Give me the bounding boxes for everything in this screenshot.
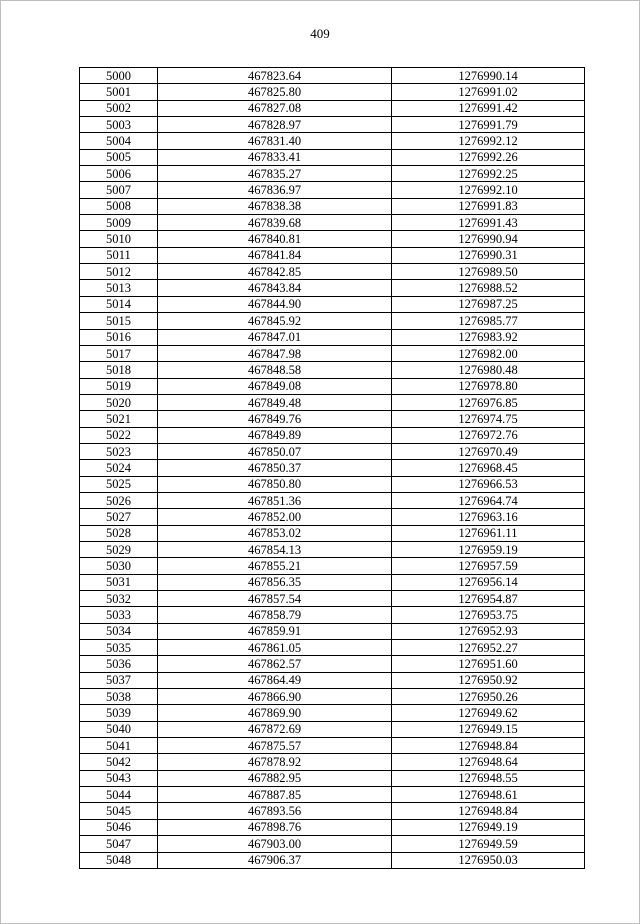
point-number-cell: 5018	[80, 362, 158, 378]
y-coordinate-cell: 1276991.43	[392, 215, 585, 231]
point-number-cell: 5034	[80, 623, 158, 639]
point-number-cell: 5029	[80, 541, 158, 557]
table-row	[80, 329, 585, 345]
point-number-cell: 5035	[80, 640, 158, 656]
point-number-cell: 5038	[80, 689, 158, 705]
point-number-cell: 5031	[80, 574, 158, 590]
table-row	[80, 264, 585, 280]
y-coordinate-cell: 1276963.16	[392, 509, 585, 525]
y-coordinate-cell: 1276976.85	[392, 394, 585, 410]
x-coordinate-cell: 467857.54	[158, 591, 392, 607]
x-coordinate-cell: 467845.92	[158, 313, 392, 329]
table-row	[80, 787, 585, 803]
x-coordinate-cell: 467866.90	[158, 689, 392, 705]
y-coordinate-cell: 1276953.75	[392, 607, 585, 623]
x-coordinate-cell: 467823.64	[158, 68, 392, 84]
table-row	[80, 738, 585, 754]
table-row	[80, 541, 585, 557]
x-coordinate-cell: 467854.13	[158, 541, 392, 557]
x-coordinate-cell: 467852.00	[158, 509, 392, 525]
table-row	[80, 182, 585, 198]
table-row	[80, 198, 585, 214]
point-number-cell: 5013	[80, 280, 158, 296]
point-number-cell: 5011	[80, 247, 158, 263]
table-row	[80, 427, 585, 443]
x-coordinate-cell: 467875.57	[158, 738, 392, 754]
x-coordinate-cell: 467842.85	[158, 264, 392, 280]
point-number-cell: 5007	[80, 182, 158, 198]
x-coordinate-cell: 467864.49	[158, 672, 392, 688]
point-number-cell: 5046	[80, 819, 158, 835]
y-coordinate-cell: 1276992.10	[392, 182, 585, 198]
x-coordinate-cell: 467878.92	[158, 754, 392, 770]
table-row	[80, 770, 585, 786]
table-row	[80, 166, 585, 182]
y-coordinate-cell: 1276959.19	[392, 541, 585, 557]
x-coordinate-cell: 467858.79	[158, 607, 392, 623]
point-number-cell: 5021	[80, 411, 158, 427]
x-coordinate-cell: 467882.95	[158, 770, 392, 786]
table-row	[80, 231, 585, 247]
y-coordinate-cell: 1276989.50	[392, 264, 585, 280]
table-row	[80, 836, 585, 852]
point-number-cell: 5015	[80, 313, 158, 329]
table-row	[80, 656, 585, 672]
point-number-cell: 5027	[80, 509, 158, 525]
y-coordinate-cell: 1276956.14	[392, 574, 585, 590]
y-coordinate-cell: 1276957.59	[392, 558, 585, 574]
x-coordinate-cell: 467861.05	[158, 640, 392, 656]
point-number-cell: 5047	[80, 836, 158, 852]
point-number-cell: 5005	[80, 149, 158, 165]
point-number-cell: 5000	[80, 68, 158, 84]
y-coordinate-cell: 1276950.03	[392, 852, 585, 868]
x-coordinate-cell: 467847.01	[158, 329, 392, 345]
y-coordinate-cell: 1276985.77	[392, 313, 585, 329]
table-row	[80, 100, 585, 116]
x-coordinate-cell: 467872.69	[158, 721, 392, 737]
x-coordinate-cell: 467844.90	[158, 296, 392, 312]
x-coordinate-cell: 467898.76	[158, 819, 392, 835]
y-coordinate-cell: 1276990.31	[392, 247, 585, 263]
x-coordinate-cell: 467850.37	[158, 460, 392, 476]
coordinates-table	[79, 67, 585, 869]
x-coordinate-cell: 467893.56	[158, 803, 392, 819]
y-coordinate-cell: 1276954.87	[392, 591, 585, 607]
y-coordinate-cell: 1276974.75	[392, 411, 585, 427]
point-number-cell: 5048	[80, 852, 158, 868]
table-row	[80, 705, 585, 721]
table-row	[80, 313, 585, 329]
coordinates-table-body	[80, 68, 585, 869]
point-number-cell: 5041	[80, 738, 158, 754]
table-row	[80, 296, 585, 312]
point-number-cell: 5020	[80, 394, 158, 410]
table-row	[80, 640, 585, 656]
x-coordinate-cell: 467827.08	[158, 100, 392, 116]
point-number-cell: 5030	[80, 558, 158, 574]
x-coordinate-cell: 467849.76	[158, 411, 392, 427]
table-row	[80, 411, 585, 427]
table-row	[80, 84, 585, 100]
y-coordinate-cell: 1276948.64	[392, 754, 585, 770]
table-row	[80, 803, 585, 819]
x-coordinate-cell: 467836.97	[158, 182, 392, 198]
point-number-cell: 5043	[80, 770, 158, 786]
y-coordinate-cell: 1276948.55	[392, 770, 585, 786]
table-row	[80, 460, 585, 476]
y-coordinate-cell: 1276992.12	[392, 133, 585, 149]
table-row	[80, 362, 585, 378]
table-row	[80, 819, 585, 835]
y-coordinate-cell: 1276991.83	[392, 198, 585, 214]
y-coordinate-cell: 1276948.84	[392, 738, 585, 754]
x-coordinate-cell: 467848.58	[158, 362, 392, 378]
point-number-cell: 5006	[80, 166, 158, 182]
table-row	[80, 443, 585, 459]
page-number: 409	[310, 26, 330, 41]
point-number-cell: 5012	[80, 264, 158, 280]
table-row	[80, 378, 585, 394]
x-coordinate-cell: 467859.91	[158, 623, 392, 639]
y-coordinate-cell: 1276990.14	[392, 68, 585, 84]
x-coordinate-cell: 467869.90	[158, 705, 392, 721]
y-coordinate-cell: 1276964.74	[392, 492, 585, 508]
table-row	[80, 721, 585, 737]
x-coordinate-cell: 467862.57	[158, 656, 392, 672]
y-coordinate-cell: 1276949.59	[392, 836, 585, 852]
table-row	[80, 852, 585, 868]
x-coordinate-cell: 467849.48	[158, 394, 392, 410]
table-row	[80, 149, 585, 165]
y-coordinate-cell: 1276987.25	[392, 296, 585, 312]
point-number-cell: 5009	[80, 215, 158, 231]
point-number-cell: 5025	[80, 476, 158, 492]
point-number-cell: 5004	[80, 133, 158, 149]
point-number-cell: 5033	[80, 607, 158, 623]
point-number-cell: 5036	[80, 656, 158, 672]
x-coordinate-cell: 467855.21	[158, 558, 392, 574]
point-number-cell: 5040	[80, 721, 158, 737]
table-row	[80, 492, 585, 508]
table-row	[80, 280, 585, 296]
point-number-cell: 5014	[80, 296, 158, 312]
x-coordinate-cell: 467839.68	[158, 215, 392, 231]
point-number-cell: 5024	[80, 460, 158, 476]
table-row	[80, 394, 585, 410]
point-number-cell: 5008	[80, 198, 158, 214]
point-number-cell: 5044	[80, 787, 158, 803]
x-coordinate-cell: 467850.07	[158, 443, 392, 459]
table-row	[80, 133, 585, 149]
x-coordinate-cell: 467841.84	[158, 247, 392, 263]
x-coordinate-cell: 467843.84	[158, 280, 392, 296]
x-coordinate-cell: 467847.98	[158, 345, 392, 361]
point-number-cell: 5002	[80, 100, 158, 116]
table-row	[80, 509, 585, 525]
x-coordinate-cell: 467856.35	[158, 574, 392, 590]
point-number-cell: 5003	[80, 117, 158, 133]
point-number-cell: 5022	[80, 427, 158, 443]
point-number-cell: 5010	[80, 231, 158, 247]
point-number-cell: 5016	[80, 329, 158, 345]
point-number-cell: 5001	[80, 84, 158, 100]
y-coordinate-cell: 1276972.76	[392, 427, 585, 443]
x-coordinate-cell: 467850.80	[158, 476, 392, 492]
x-coordinate-cell: 467838.38	[158, 198, 392, 214]
y-coordinate-cell: 1276949.19	[392, 819, 585, 835]
table-row	[80, 68, 585, 84]
point-number-cell: 5037	[80, 672, 158, 688]
table-row	[80, 525, 585, 541]
x-coordinate-cell: 467887.85	[158, 787, 392, 803]
point-number-cell: 5028	[80, 525, 158, 541]
table-row	[80, 607, 585, 623]
y-coordinate-cell: 1276991.42	[392, 100, 585, 116]
x-coordinate-cell: 467825.80	[158, 84, 392, 100]
y-coordinate-cell: 1276949.15	[392, 721, 585, 737]
x-coordinate-cell: 467840.81	[158, 231, 392, 247]
table-row	[80, 215, 585, 231]
y-coordinate-cell: 1276991.79	[392, 117, 585, 133]
point-number-cell: 5045	[80, 803, 158, 819]
table-row	[80, 672, 585, 688]
y-coordinate-cell: 1276951.60	[392, 656, 585, 672]
y-coordinate-cell: 1276949.62	[392, 705, 585, 721]
x-coordinate-cell: 467831.40	[158, 133, 392, 149]
y-coordinate-cell: 1276990.94	[392, 231, 585, 247]
x-coordinate-cell: 467906.37	[158, 852, 392, 868]
y-coordinate-cell: 1276948.61	[392, 787, 585, 803]
y-coordinate-cell: 1276970.49	[392, 443, 585, 459]
point-number-cell: 5019	[80, 378, 158, 394]
y-coordinate-cell: 1276992.26	[392, 149, 585, 165]
y-coordinate-cell: 1276988.52	[392, 280, 585, 296]
table-row	[80, 345, 585, 361]
x-coordinate-cell: 467835.27	[158, 166, 392, 182]
x-coordinate-cell: 467849.08	[158, 378, 392, 394]
y-coordinate-cell: 1276982.00	[392, 345, 585, 361]
table-row	[80, 754, 585, 770]
point-number-cell: 5023	[80, 443, 158, 459]
y-coordinate-cell: 1276966.53	[392, 476, 585, 492]
point-number-cell: 5042	[80, 754, 158, 770]
point-number-cell: 5026	[80, 492, 158, 508]
table-row	[80, 476, 585, 492]
y-coordinate-cell: 1276978.80	[392, 378, 585, 394]
y-coordinate-cell: 1276980.48	[392, 362, 585, 378]
x-coordinate-cell: 467849.89	[158, 427, 392, 443]
table-row	[80, 117, 585, 133]
y-coordinate-cell: 1276950.92	[392, 672, 585, 688]
y-coordinate-cell: 1276991.02	[392, 84, 585, 100]
y-coordinate-cell: 1276992.25	[392, 166, 585, 182]
y-coordinate-cell: 1276968.45	[392, 460, 585, 476]
point-number-cell: 5032	[80, 591, 158, 607]
table-row	[80, 574, 585, 590]
y-coordinate-cell: 1276952.93	[392, 623, 585, 639]
y-coordinate-cell: 1276948.84	[392, 803, 585, 819]
table-row	[80, 558, 585, 574]
x-coordinate-cell: 467853.02	[158, 525, 392, 541]
y-coordinate-cell: 1276952.27	[392, 640, 585, 656]
point-number-cell: 5017	[80, 345, 158, 361]
table-row	[80, 689, 585, 705]
table-row	[80, 247, 585, 263]
x-coordinate-cell: 467851.36	[158, 492, 392, 508]
x-coordinate-cell: 467828.97	[158, 117, 392, 133]
x-coordinate-cell: 467833.41	[158, 149, 392, 165]
point-number-cell: 5039	[80, 705, 158, 721]
y-coordinate-cell: 1276961.11	[392, 525, 585, 541]
y-coordinate-cell: 1276983.92	[392, 329, 585, 345]
y-coordinate-cell: 1276950.26	[392, 689, 585, 705]
x-coordinate-cell: 467903.00	[158, 836, 392, 852]
table-row	[80, 591, 585, 607]
table-row	[80, 623, 585, 639]
